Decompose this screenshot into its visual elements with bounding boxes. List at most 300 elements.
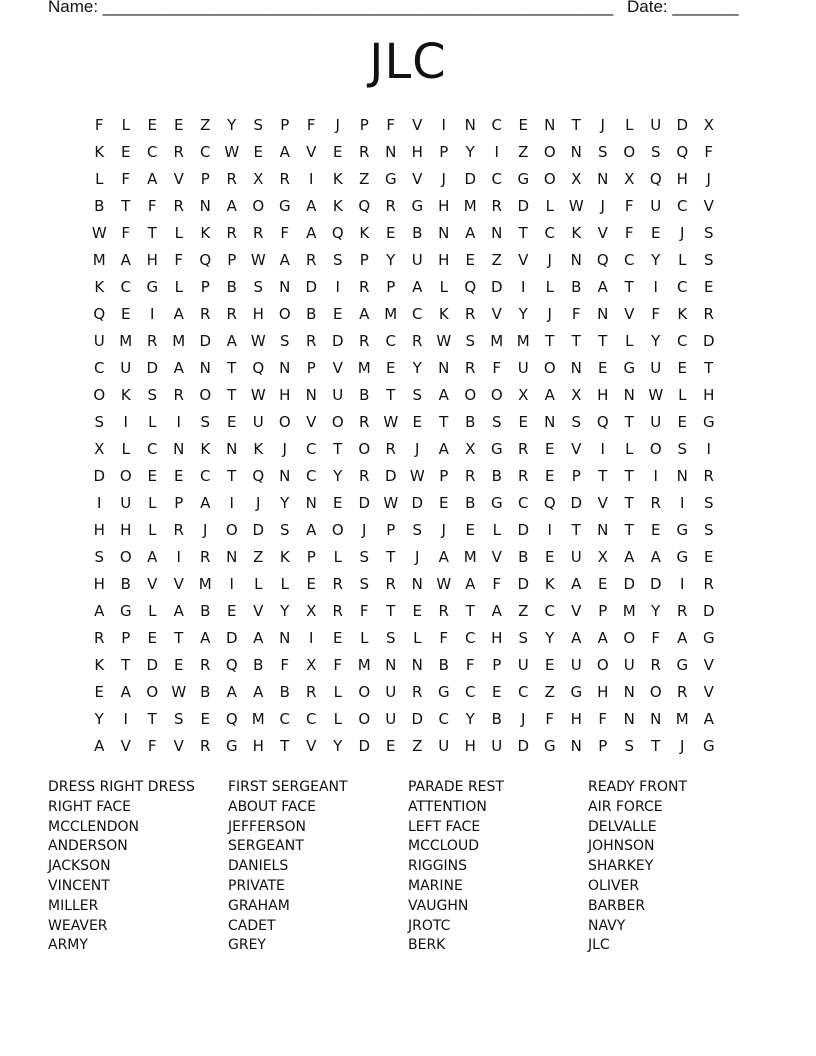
grid-letter: P: [227, 251, 237, 269]
grid-letter: A: [147, 170, 158, 188]
grid-letter: L: [254, 575, 263, 593]
grid-letter: A: [438, 440, 449, 458]
grid-letter: D: [199, 332, 212, 350]
grid-letter: I: [600, 440, 605, 458]
grid-letter: B: [491, 710, 502, 728]
grid-letter: X: [571, 386, 582, 404]
grid-letter: R: [279, 170, 290, 188]
grid-letter: R: [412, 332, 423, 350]
grid-letter: M: [357, 359, 371, 377]
grid-letter: K: [279, 548, 290, 566]
grid-letter: A: [306, 224, 317, 242]
grid-letter: K: [544, 575, 555, 593]
grid-letter: O: [596, 656, 609, 674]
grid-letter: C: [306, 440, 317, 458]
word-list-item: JOHNSON: [588, 838, 655, 855]
grid-letter: M: [490, 332, 504, 350]
grid-letter: J: [600, 116, 605, 134]
grid-letter: S: [703, 494, 714, 512]
grid-letter: I: [176, 548, 181, 566]
grid-letter: W: [171, 683, 187, 701]
grid-letter: E: [174, 467, 184, 485]
word-list-item: CADET: [228, 917, 276, 934]
word-list-item: BERK: [408, 937, 446, 954]
grid-letter: C: [412, 305, 423, 323]
grid-letter: A: [94, 737, 105, 755]
grid-letter: E: [121, 143, 131, 161]
grid-letter: E: [518, 116, 528, 134]
grid-letter: R: [147, 332, 158, 350]
grid-letter: A: [226, 683, 237, 701]
grid-letter: L: [492, 521, 501, 539]
grid-letter: N: [199, 197, 211, 215]
grid-letter: K: [571, 224, 582, 242]
grid-letter: E: [333, 305, 343, 323]
grid-letter: E: [174, 656, 184, 674]
grid-letter: X: [306, 656, 317, 674]
grid-letter: B: [412, 224, 423, 242]
grid-letter: J: [600, 197, 605, 215]
grid-letter: E: [147, 467, 157, 485]
grid-letter: W: [383, 413, 399, 431]
grid-letter: C: [491, 170, 502, 188]
grid-letter: L: [625, 116, 634, 134]
grid-letter: A: [200, 629, 211, 647]
grid-letter: T: [439, 413, 449, 431]
grid-letter: D: [358, 737, 371, 755]
grid-letter: F: [333, 656, 343, 674]
grid-letter: V: [703, 197, 714, 215]
grid-letter: A: [306, 521, 317, 539]
grid-letter: H: [597, 386, 609, 404]
grid-letter: T: [333, 440, 343, 458]
grid-letter: P: [121, 629, 131, 647]
grid-letter: O: [331, 521, 344, 539]
grid-letter: B: [438, 656, 449, 674]
grid-letter: V: [306, 737, 317, 755]
grid-letter: L: [121, 116, 130, 134]
grid-letter: P: [280, 116, 290, 134]
grid-letter: Z: [412, 737, 423, 755]
grid-letter: X: [518, 386, 529, 404]
grid-letter: N: [385, 143, 397, 161]
grid-letter: N: [464, 116, 476, 134]
grid-letter: K: [332, 170, 343, 188]
grid-letter: D: [623, 575, 636, 593]
grid-letter: V: [571, 440, 582, 458]
grid-letter: L: [333, 548, 342, 566]
grid-letter: R: [200, 305, 211, 323]
grid-letter: V: [120, 737, 131, 755]
grid-letter: V: [306, 143, 317, 161]
grid-letter: T: [147, 710, 157, 728]
grid-letter: R: [385, 440, 396, 458]
grid-letter: E: [704, 278, 714, 296]
grid-letter: F: [598, 710, 608, 728]
grid-letter: J: [203, 521, 208, 539]
grid-letter: A: [120, 683, 131, 701]
grid-letter: O: [331, 413, 344, 431]
grid-letter: E: [545, 467, 555, 485]
grid-letter: N: [279, 359, 291, 377]
grid-letter: D: [490, 278, 503, 296]
grid-letter: F: [386, 116, 396, 134]
grid-letter: S: [571, 413, 582, 431]
grid-letter: Q: [199, 251, 212, 269]
grid-letter: Y: [94, 710, 104, 728]
grid-letter: P: [598, 602, 608, 620]
grid-letter: G: [702, 737, 715, 755]
grid-letter: A: [359, 305, 370, 323]
grid-letter: N: [279, 629, 291, 647]
grid-letter: D: [702, 602, 715, 620]
grid-letter: J: [706, 170, 711, 188]
grid-letter: Z: [544, 683, 555, 701]
grid-letter: D: [225, 629, 238, 647]
grid-letter: L: [678, 386, 687, 404]
grid-letter: S: [703, 251, 714, 269]
grid-letter: S: [677, 440, 688, 458]
grid-letter: R: [650, 494, 661, 512]
grid-letter: W: [250, 332, 266, 350]
grid-letter: F: [571, 305, 581, 323]
grid-letter: S: [465, 332, 476, 350]
grid-letter: P: [571, 467, 581, 485]
grid-letter: E: [439, 494, 449, 512]
grid-letter: C: [306, 467, 317, 485]
grid-letter: L: [148, 494, 157, 512]
grid-letter: S: [359, 575, 370, 593]
grid-letter: N: [199, 359, 211, 377]
grid-letter: N: [279, 278, 291, 296]
grid-letter: N: [597, 305, 609, 323]
word-list-item: ABOUT FACE: [228, 798, 316, 815]
grid-letter: C: [677, 332, 688, 350]
grid-letter: R: [173, 521, 184, 539]
grid-letter: M: [463, 197, 477, 215]
grid-letter: O: [623, 143, 636, 161]
grid-letter: Z: [359, 170, 370, 188]
grid-letter: N: [226, 440, 238, 458]
grid-letter: P: [492, 656, 502, 674]
grid-letter: Q: [543, 494, 556, 512]
grid-letter: S: [597, 143, 608, 161]
grid-letter: M: [119, 332, 133, 350]
grid-letter: O: [649, 683, 662, 701]
grid-letter: K: [200, 440, 211, 458]
word-list: [48, 778, 768, 956]
grid-letter: R: [677, 602, 688, 620]
grid-letter: P: [359, 251, 369, 269]
grid-letter: L: [439, 278, 448, 296]
grid-letter: I: [706, 440, 711, 458]
grid-letter: V: [173, 170, 184, 188]
grid-letter: E: [253, 143, 263, 161]
word-list-item: SHARKEY: [588, 858, 654, 875]
grid-letter: U: [332, 386, 344, 404]
grid-letter: I: [653, 467, 658, 485]
grid-letter: E: [94, 683, 104, 701]
word-list-item: MCCLENDON: [48, 818, 140, 835]
grid-letter: F: [492, 575, 502, 593]
grid-letter: N: [411, 656, 423, 674]
grid-letter: C: [465, 629, 476, 647]
grid-letter: E: [200, 710, 210, 728]
grid-letter: G: [676, 656, 689, 674]
grid-letter: D: [93, 467, 106, 485]
grid-letter: I: [521, 278, 526, 296]
grid-letter: X: [703, 116, 714, 134]
grid-letter: O: [119, 548, 132, 566]
grid-letter: G: [146, 278, 159, 296]
grid-letter: R: [306, 332, 317, 350]
grid-letter: B: [306, 305, 317, 323]
word-list-item: SERGEANT: [228, 838, 304, 855]
grid-letter: C: [438, 710, 449, 728]
grid-letter: A: [412, 278, 423, 296]
grid-letter: W: [91, 224, 107, 242]
grid-letter: F: [121, 224, 131, 242]
grid-letter: C: [544, 602, 555, 620]
word-list-item: WEAVER: [48, 917, 108, 934]
grid-letter: M: [92, 251, 106, 269]
grid-letter: A: [120, 251, 131, 269]
grid-letter: L: [413, 629, 422, 647]
grid-letter: K: [332, 197, 343, 215]
grid-letter: N: [438, 359, 450, 377]
word-list-item: JLC: [588, 937, 610, 954]
grid-letter: A: [253, 683, 264, 701]
date-field-label: Date: _______: [627, 0, 739, 16]
grid-letter: D: [305, 278, 318, 296]
grid-letter: V: [173, 737, 184, 755]
grid-letter: L: [121, 440, 130, 458]
grid-letter: A: [226, 332, 237, 350]
grid-letter: E: [386, 359, 396, 377]
grid-letter: N: [411, 575, 423, 593]
grid-letter: G: [517, 170, 530, 188]
grid-letter: U: [517, 359, 529, 377]
grid-letter: V: [597, 494, 608, 512]
grid-letter: S: [359, 548, 370, 566]
grid-letter: Q: [331, 224, 344, 242]
grid-letter: V: [703, 656, 714, 674]
grid-letter: H: [703, 386, 715, 404]
grid-letter: P: [306, 548, 316, 566]
grid-letter: C: [677, 197, 688, 215]
grid-letter: O: [93, 386, 106, 404]
grid-letter: I: [680, 494, 685, 512]
word-list-item: DANIELS: [228, 858, 289, 875]
grid-letter: E: [598, 575, 608, 593]
grid-letter: F: [624, 197, 634, 215]
grid-letter: M: [622, 602, 636, 620]
grid-letter: F: [359, 602, 369, 620]
grid-letter: Z: [491, 251, 502, 269]
grid-letter: O: [543, 143, 556, 161]
grid-letter: H: [464, 737, 476, 755]
grid-letter: A: [226, 197, 237, 215]
grid-letter: R: [650, 656, 661, 674]
grid-letter: K: [94, 278, 105, 296]
grid-letter: C: [147, 143, 158, 161]
grid-letter: E: [545, 440, 555, 458]
grid-letter: E: [651, 521, 661, 539]
grid-letter: N: [597, 521, 609, 539]
word-list-item: DELVALLE: [588, 818, 657, 835]
grid-letter: N: [623, 683, 635, 701]
grid-letter: X: [253, 170, 264, 188]
grid-letter: T: [518, 224, 528, 242]
grid-letter: K: [677, 305, 688, 323]
grid-letter: Y: [386, 251, 396, 269]
word-list-item: GRAHAM: [228, 897, 290, 914]
grid-letter: T: [147, 224, 157, 242]
grid-letter: O: [543, 359, 556, 377]
grid-letter: R: [332, 575, 343, 593]
grid-letter: S: [200, 413, 211, 431]
grid-letter: N: [570, 251, 582, 269]
grid-letter: E: [518, 413, 528, 431]
grid-letter: P: [359, 116, 369, 134]
grid-letter: W: [409, 467, 425, 485]
grid-letter: K: [94, 656, 105, 674]
word-list-item: DRESS RIGHT DRESS: [48, 779, 195, 795]
grid-letter: A: [650, 548, 661, 566]
grid-letter: T: [386, 548, 396, 566]
grid-letter: V: [491, 548, 502, 566]
grid-letter: Q: [252, 467, 265, 485]
grid-letter: S: [491, 413, 502, 431]
grid-letter: B: [94, 197, 105, 215]
grid-letter: O: [278, 305, 291, 323]
grid-letter: T: [624, 467, 634, 485]
grid-letter: W: [383, 494, 399, 512]
grid-letter: R: [226, 224, 237, 242]
grid-letter: H: [146, 251, 158, 269]
grid-letter: C: [120, 278, 131, 296]
grid-letter: G: [411, 197, 424, 215]
grid-letter: Y: [465, 143, 475, 161]
grid-letter: G: [623, 359, 636, 377]
grid-letter: E: [174, 116, 184, 134]
grid-letter: M: [198, 575, 212, 593]
grid-letter: S: [94, 413, 105, 431]
word-list-item: NAVY: [588, 917, 626, 934]
grid-letter: T: [598, 332, 608, 350]
grid-letter: R: [359, 467, 370, 485]
word-list-item: BARBER: [588, 897, 646, 914]
grid-letter: G: [437, 683, 450, 701]
grid-letter: Y: [412, 359, 422, 377]
grid-letter: L: [625, 332, 634, 350]
grid-letter: E: [227, 602, 237, 620]
grid-letter: L: [678, 251, 687, 269]
grid-letter: A: [677, 629, 688, 647]
grid-letter: V: [412, 170, 423, 188]
grid-letter: C: [200, 467, 211, 485]
grid-letter: H: [438, 251, 450, 269]
grid-letter: I: [176, 413, 181, 431]
grid-letter: B: [279, 683, 290, 701]
grid-letter: C: [491, 116, 502, 134]
grid-letter: E: [465, 251, 475, 269]
grid-letter: E: [651, 224, 661, 242]
grid-letter: S: [253, 278, 264, 296]
grid-letter: R: [703, 467, 714, 485]
grid-letter: I: [547, 521, 552, 539]
grid-letter: Y: [280, 494, 290, 512]
grid-letter: V: [173, 575, 184, 593]
grid-letter: V: [624, 305, 635, 323]
grid-letter: D: [411, 494, 424, 512]
grid-letter: J: [335, 116, 340, 134]
grid-letter: R: [359, 278, 370, 296]
grid-letter: A: [147, 548, 158, 566]
grid-letter: T: [174, 629, 184, 647]
grid-letter: N: [570, 359, 582, 377]
grid-letter: T: [545, 332, 555, 350]
grid-letter: N: [597, 170, 609, 188]
grid-letter: R: [412, 683, 423, 701]
grid-letter: B: [359, 386, 370, 404]
grid-letter: P: [386, 521, 396, 539]
grid-letter: G: [490, 440, 503, 458]
grid-letter: U: [570, 656, 582, 674]
grid-letter: D: [331, 332, 344, 350]
grid-letter: R: [703, 575, 714, 593]
grid-letter: T: [651, 737, 661, 755]
grid-letter: R: [173, 197, 184, 215]
grid-letter: G: [702, 629, 715, 647]
word-list-item: VINCENT: [48, 877, 110, 894]
grid-letter: H: [411, 143, 423, 161]
grid-letter: C: [544, 224, 555, 242]
grid-letter: I: [680, 575, 685, 593]
word-list-item: ATTENTION: [408, 798, 487, 815]
grid-letter: O: [490, 386, 503, 404]
grid-letter: N: [491, 224, 503, 242]
grid-letter: P: [174, 494, 184, 512]
grid-letter: I: [229, 494, 234, 512]
grid-letter: A: [544, 386, 555, 404]
grid-letter: A: [465, 575, 476, 593]
grid-letter: A: [438, 386, 449, 404]
grid-letter: T: [624, 278, 634, 296]
grid-letter: Y: [651, 332, 661, 350]
puzzle-title: JLC: [369, 34, 447, 90]
grid-letter: D: [464, 170, 477, 188]
grid-letter: Z: [518, 143, 529, 161]
grid-letter: T: [624, 521, 634, 539]
grid-letter: R: [518, 467, 529, 485]
grid-letter: F: [465, 656, 475, 674]
grid-letter: D: [146, 359, 159, 377]
word-list-item: PRIVATE: [228, 877, 285, 894]
grid-letter: N: [438, 224, 450, 242]
grid-letter: K: [200, 224, 211, 242]
grid-letter: T: [624, 494, 634, 512]
grid-letter: O: [252, 197, 265, 215]
grid-letter: J: [415, 440, 420, 458]
grid-letter: Y: [333, 737, 343, 755]
grid-letter: H: [491, 629, 503, 647]
grid-letter: E: [465, 521, 475, 539]
grid-letter: Q: [649, 170, 662, 188]
grid-letter: H: [252, 737, 264, 755]
grid-letter: S: [624, 737, 635, 755]
grid-letter: Y: [227, 116, 237, 134]
